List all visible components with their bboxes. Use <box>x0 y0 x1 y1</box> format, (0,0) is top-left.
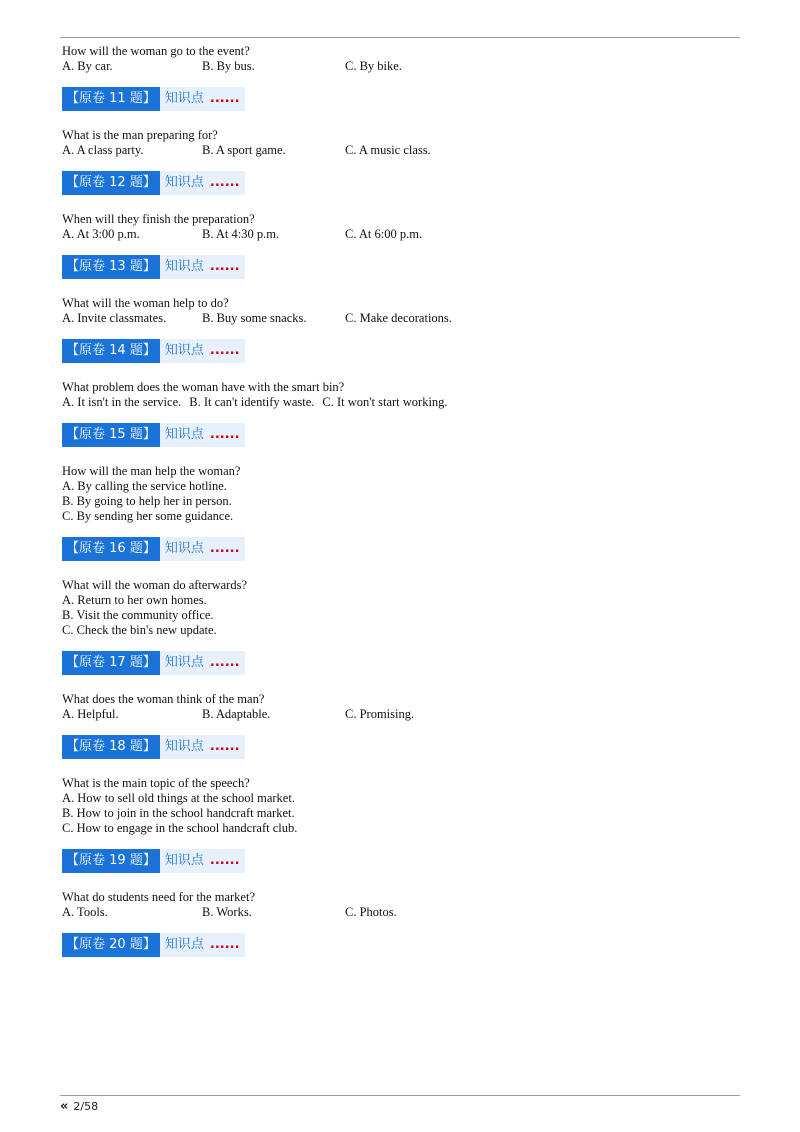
original-question-tag[interactable] <box>62 735 160 759</box>
tag-prefix: 【原卷 <box>66 937 106 952</box>
knowledge-point-label: 知识点 <box>164 655 204 670</box>
question-stem: What will the woman do afterwards? <box>62 578 248 592</box>
tag-suffix: 题】 <box>129 937 156 952</box>
knowledge-point-label: 知识点 <box>164 343 204 358</box>
answer-options <box>62 479 738 524</box>
knowledge-point-label: 知识点 <box>164 937 204 952</box>
knowledge-point-label: 知识点 <box>164 853 204 868</box>
tag-prefix: 【原卷 <box>66 655 106 670</box>
answer-option: A. Invite classmates. <box>62 311 167 325</box>
header-rule <box>60 37 740 38</box>
question-stem: How will the man help the woman? <box>62 464 241 478</box>
tag-suffix: 题】 <box>129 655 156 670</box>
more-dots: ...... <box>209 343 240 358</box>
tag-suffix: 题】 <box>129 343 156 358</box>
question-link-row <box>62 87 738 111</box>
question-stem: What is the man preparing for? <box>62 128 218 142</box>
tag-suffix: 题】 <box>129 91 156 106</box>
answer-option: B. Buy some snacks. <box>202 311 307 325</box>
tag-question-number: 13 <box>109 259 126 274</box>
more-dots: ...... <box>209 541 240 556</box>
answer-option: A. Return to her own homes. <box>62 593 207 607</box>
more-dots: ...... <box>209 853 240 868</box>
knowledge-point-link[interactable] <box>160 651 245 675</box>
tag-question-number: 12 <box>109 175 126 190</box>
tag-question-number: 15 <box>109 427 126 442</box>
tag-question-number: 11 <box>109 91 126 106</box>
answer-option: A. How to sell old things at the school market. <box>62 791 295 805</box>
answer-option: A. By car. <box>62 59 113 73</box>
more-dots: ...... <box>209 427 240 442</box>
knowledge-point-label: 知识点 <box>164 91 204 106</box>
question-stem: When will they finish the preparation? <box>62 212 255 226</box>
tag-prefix: 【原卷 <box>66 343 106 358</box>
knowledge-point-label: 知识点 <box>164 175 204 190</box>
answer-option: C. By sending her some guidance. <box>62 509 234 523</box>
tag-prefix: 【原卷 <box>66 853 106 868</box>
question-link-row <box>62 339 738 363</box>
knowledge-point-link[interactable] <box>160 255 245 279</box>
answer-options <box>62 395 738 410</box>
tag-prefix: 【原卷 <box>66 91 106 106</box>
tag-suffix: 题】 <box>129 541 156 556</box>
knowledge-point-label: 知识点 <box>164 259 204 274</box>
answer-option: A. Helpful. <box>62 707 119 721</box>
knowledge-point-link[interactable] <box>160 933 245 957</box>
question-link-row <box>62 255 738 279</box>
answer-option: B. A sport game. <box>202 143 286 157</box>
answer-options <box>62 143 738 158</box>
tag-question-number: 17 <box>109 655 126 670</box>
question-link-row <box>62 651 738 675</box>
answer-option: A. At 3:00 p.m. <box>62 227 140 241</box>
original-question-tag[interactable] <box>62 537 160 561</box>
tag-question-number: 16 <box>109 541 126 556</box>
original-question-tag[interactable] <box>62 87 160 111</box>
answer-options <box>62 227 738 242</box>
question-link-row <box>62 537 738 561</box>
question-block <box>62 464 738 561</box>
question-block <box>62 128 738 195</box>
tag-suffix: 题】 <box>129 739 156 754</box>
question-block <box>62 578 738 675</box>
knowledge-point-link[interactable] <box>160 423 245 447</box>
question-block <box>62 692 738 759</box>
answer-option: C. It won't start working. <box>322 395 448 409</box>
question-stem: What do students need for the market? <box>62 890 255 904</box>
original-question-tag[interactable] <box>62 651 160 675</box>
page-footer <box>60 1099 98 1114</box>
question-block <box>62 776 738 873</box>
answer-option: C. Check the bin's new update. <box>62 623 217 637</box>
tag-suffix: 题】 <box>129 853 156 868</box>
answer-option: C. By bike. <box>345 59 402 73</box>
question-block <box>62 380 738 447</box>
tag-prefix: 【原卷 <box>66 259 106 274</box>
question-list <box>62 44 738 974</box>
answer-option: C. At 6:00 p.m. <box>345 227 423 241</box>
more-dots: ...... <box>209 91 240 106</box>
question-block <box>62 44 738 111</box>
question-block <box>62 890 738 957</box>
answer-option: C. Photos. <box>345 905 397 919</box>
page-number: 2/58 <box>73 1100 99 1113</box>
question-block <box>62 296 738 363</box>
tag-prefix: 【原卷 <box>66 427 106 442</box>
original-question-tag[interactable] <box>62 849 160 873</box>
knowledge-point-link[interactable] <box>160 537 245 561</box>
answer-option: A. A class party. <box>62 143 144 157</box>
knowledge-point-link[interactable] <box>160 849 245 873</box>
more-dots: ...... <box>209 739 240 754</box>
footer-rule <box>60 1095 740 1096</box>
answer-option: A. By calling the service hotline. <box>62 479 227 493</box>
answer-option: B. By going to help her in person. <box>62 494 232 508</box>
answer-options <box>62 311 738 326</box>
original-question-tag[interactable] <box>62 339 160 363</box>
question-link-row <box>62 849 738 873</box>
original-question-tag[interactable] <box>62 171 160 195</box>
tag-suffix: 题】 <box>129 175 156 190</box>
tag-prefix: 【原卷 <box>66 175 106 190</box>
answer-option: B. How to join in the school handcraft market. <box>62 806 295 820</box>
knowledge-point-link[interactable] <box>160 339 245 363</box>
tag-question-number: 14 <box>109 343 126 358</box>
more-dots: ...... <box>209 937 240 952</box>
answer-option: A. It isn't in the service. <box>62 395 182 409</box>
question-stem: How will the woman go to the event? <box>62 44 250 58</box>
question-stem: What problem does the woman have with the smart bin? <box>62 380 345 394</box>
more-dots: ...... <box>209 175 240 190</box>
answer-option: B. Visit the community office. <box>62 608 214 622</box>
answer-option: B. Works. <box>202 905 252 919</box>
question-stem: What is the main topic of the speech? <box>62 776 250 790</box>
answer-option: C. A music class. <box>345 143 431 157</box>
answer-options <box>62 905 738 920</box>
question-link-row <box>62 171 738 195</box>
answer-options <box>62 707 738 722</box>
knowledge-point-label: 知识点 <box>164 541 204 556</box>
tag-prefix: 【原卷 <box>66 541 106 556</box>
answer-option: B. By bus. <box>202 59 255 73</box>
question-link-row <box>62 423 738 447</box>
knowledge-point-label: 知识点 <box>164 739 204 754</box>
tag-question-number: 20 <box>109 937 126 952</box>
answer-option: C. Promising. <box>345 707 415 721</box>
question-stem: What does the woman think of the man? <box>62 692 265 706</box>
tag-suffix: 题】 <box>129 259 156 274</box>
answer-option: A. Tools. <box>62 905 108 919</box>
answer-option: B. Adaptable. <box>202 707 271 721</box>
more-dots: ...... <box>209 259 240 274</box>
question-block <box>62 212 738 279</box>
answer-options <box>62 593 738 638</box>
tag-question-number: 19 <box>109 853 126 868</box>
question-link-row <box>62 735 738 759</box>
answer-option: B. At 4:30 p.m. <box>202 227 280 241</box>
more-dots: ...... <box>209 655 240 670</box>
knowledge-point-link[interactable] <box>160 87 245 111</box>
original-question-tag[interactable] <box>62 423 160 447</box>
knowledge-point-link[interactable] <box>160 735 245 759</box>
answer-option: C. How to engage in the school handcraft club. <box>62 821 298 835</box>
previous-page-icon[interactable]: « <box>60 1099 69 1114</box>
answer-option: C. Make decorations. <box>345 311 452 325</box>
tag-suffix: 题】 <box>129 427 156 442</box>
knowledge-point-link[interactable] <box>160 171 245 195</box>
tag-question-number: 18 <box>109 739 126 754</box>
answer-options <box>62 791 738 836</box>
question-link-row <box>62 933 738 957</box>
tag-prefix: 【原卷 <box>66 739 106 754</box>
original-question-tag[interactable] <box>62 255 160 279</box>
knowledge-point-label: 知识点 <box>164 427 204 442</box>
original-question-tag[interactable] <box>62 933 160 957</box>
answer-option: B. It can't identify waste. <box>189 395 315 409</box>
answer-options <box>62 59 738 74</box>
question-stem: What will the woman help to do? <box>62 296 229 310</box>
